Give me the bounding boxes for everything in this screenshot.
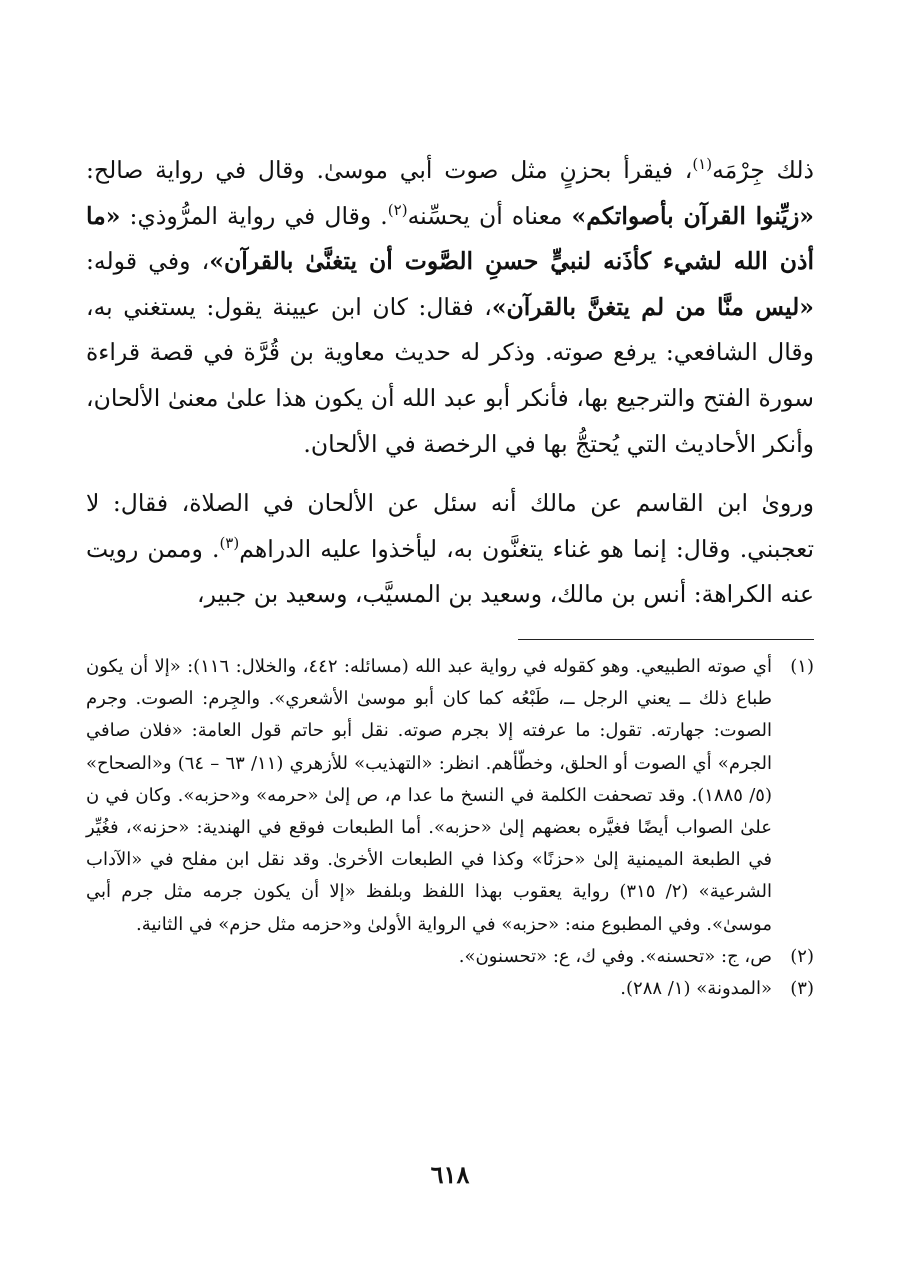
footnote-2 <box>86 941 814 973</box>
footnote-ref-2[interactable]: (٢) <box>387 200 408 219</box>
footnote-text: «المدونة» (١/ ٢٨٨). <box>620 978 772 1000</box>
footnote-text: أي صوته الطبيعي. وهو كقوله في رواية عبد الله (مسائله: ٤٤٢، والخلال: ١١٦): «إلا أن يكون طباع ذلك ــ يعني الرجل ــ، طَبْعُه كما كان أبو موسىٰ الأشعري». والجِرم: الصوت. وجرم الصوت: جهارته. تقول: ما عرفته إلا بجرم صوته. نقل أبو حاتم قول العامة: «فلان صافي الجرم» أي الصوت أو الحلق، وخطّأهم. انظر: «التهذيب» للأزهري (١١/ ٦٣ – ٦٤) و«الصحاح» (٥/ ١٨٨٥). وقد تصحفت الكلمة في النسخ ما عدا م، ص إلىٰ «حرمه» و«حزبه». وكان في ن علىٰ الصواب أيضًا فغيَّره بعضهم إلىٰ «حزبه». أما الطبعات فوقع في الهندية: «حزنه»، فغُيِّر في الطبعة الميمنية إلىٰ «حزنًا» وكذا في الطبعات الأخرىٰ. وقد نقل ابن مفلح في «الآداب الشرعية» (٢/ ٣١٥) رواية يعقوب بهذا اللفظ وبلفظ «إلا أن يكون جرمه مثل جرم أبي موسىٰ». وفي المطبوع منه: «حزبه» في الرواية الأولىٰ و«حزمه مثل حزم» في الثانية. <box>86 656 773 935</box>
text-segment: معناه أن يحسِّنه <box>407 201 572 230</box>
text-segment: . وقال في رواية المرُّوذي: <box>120 201 388 230</box>
paragraph-1 <box>86 148 814 467</box>
hadith-quote-2: «ما أذن الله لشيء كأذَنه لنبيٍّ حسنِ الصَّوت أن يتغنَّىٰ بالقرآن» <box>86 201 814 276</box>
paragraph-2 <box>86 481 814 618</box>
text-segment: ، فقال: كان ابن عيينة يقول: يستغني به، وقال الشافعي: يرفع صوته. وذكر له حديث معاوية بن قُرَّة في قصة قراءة سورة الفتح والترجيع بها، فأنكر أبو عبد الله أن يكون هذا علىٰ معنىٰ الألحان، وأنكر الأحاديث التي يُحتجُّ بها في الرخصة في الألحان. <box>86 292 814 458</box>
footnote-number: (٢) <box>790 945 814 967</box>
text-segment: ، فيقرأ بحزنٍ مثل صوت أبي موسىٰ. وقال في رواية صالح: <box>86 156 693 184</box>
text-segment: . وممن رويت عنه الكراهة: أنس بن مالك، وسعيد بن المسيَّب، وسعيد بن جبير، <box>86 534 814 609</box>
hadith-quote-3: «ليس منَّا من لم يتغنَّ بالقرآن» <box>491 292 814 321</box>
footnote-number: (٣) <box>790 978 814 1000</box>
page-number: ٦١٨ <box>430 1160 470 1189</box>
footnote-ref-3[interactable]: (٣) <box>219 533 240 552</box>
hadith-quote-1: «زيِّنوا القرآن بأصواتكم» <box>571 201 814 230</box>
text-segment: ذلك جِرْمَه <box>712 156 814 184</box>
footnote-number: (١) <box>790 656 814 677</box>
text-segment: وروىٰ ابن القاسم عن مالك أنه سئل عن الألحان في الصلاة، فقال: لا تعجبني. وقال: إنما هو غناء يتغنَّون به، ليأخذوا عليه الدراهم <box>86 489 814 563</box>
text-segment: ، وفي قوله: <box>86 247 210 276</box>
footnote-ref-1[interactable]: (١) <box>692 155 713 174</box>
main-text <box>86 148 814 618</box>
footnote-text: ص، ج: «تحسنه». وفي ك، ع: «تحسنون». <box>458 945 772 967</box>
footnote-1 <box>86 651 814 941</box>
footnote-3 <box>86 973 814 1005</box>
footnotes <box>86 651 814 1005</box>
footnote-separator <box>518 639 814 640</box>
